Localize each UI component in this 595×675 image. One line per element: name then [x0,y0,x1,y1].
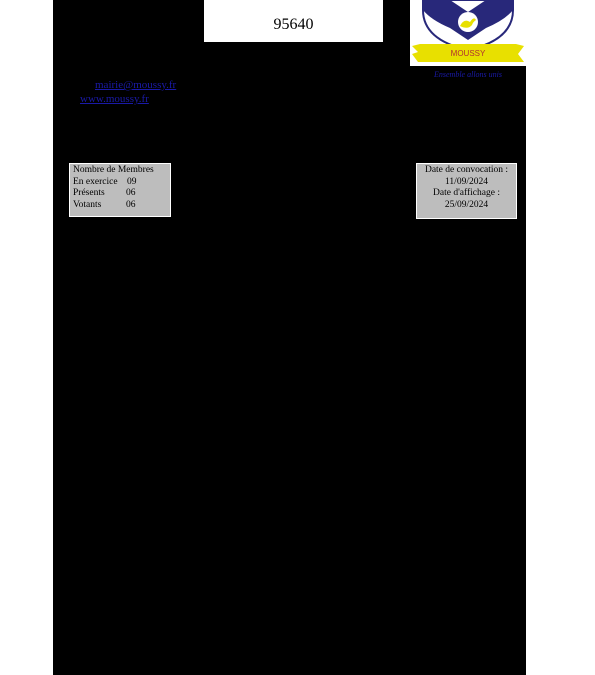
coat-of-arms-icon [410,0,526,66]
municipal-coat-of-arms-logo [410,0,526,66]
affichage-date: 25/09/2024 [444,199,489,210]
email-link[interactable]: mairie@moussy.fr [95,79,177,91]
website-link[interactable]: www.moussy.fr [80,93,149,105]
members-row-label: Présents [73,188,105,198]
members-row-value: 06 [126,188,136,198]
affichage-label: Date d'affichage : [433,188,500,198]
members-row-value: 06 [126,199,136,210]
postal-code-box [204,0,383,42]
motto-caption: Ensemble allons unis [434,70,502,79]
members-row-votants [73,200,167,212]
members-row-label: Votants [73,199,102,210]
convocation-label: Date de convocation : [424,165,509,175]
members-row-label: En exercice [73,176,118,187]
postal-code: 95640 [273,16,314,33]
dates-box [416,163,517,219]
members-title: Nombre de Membres [73,165,154,175]
members-count-box [69,163,171,217]
members-row-en-exercice [73,177,167,189]
convocation-date: 11/09/2024 [445,176,488,187]
members-row-presents [73,188,167,200]
svg-text:MOUSSY: MOUSSY [450,49,486,58]
members-row-value: 09 [127,176,137,187]
